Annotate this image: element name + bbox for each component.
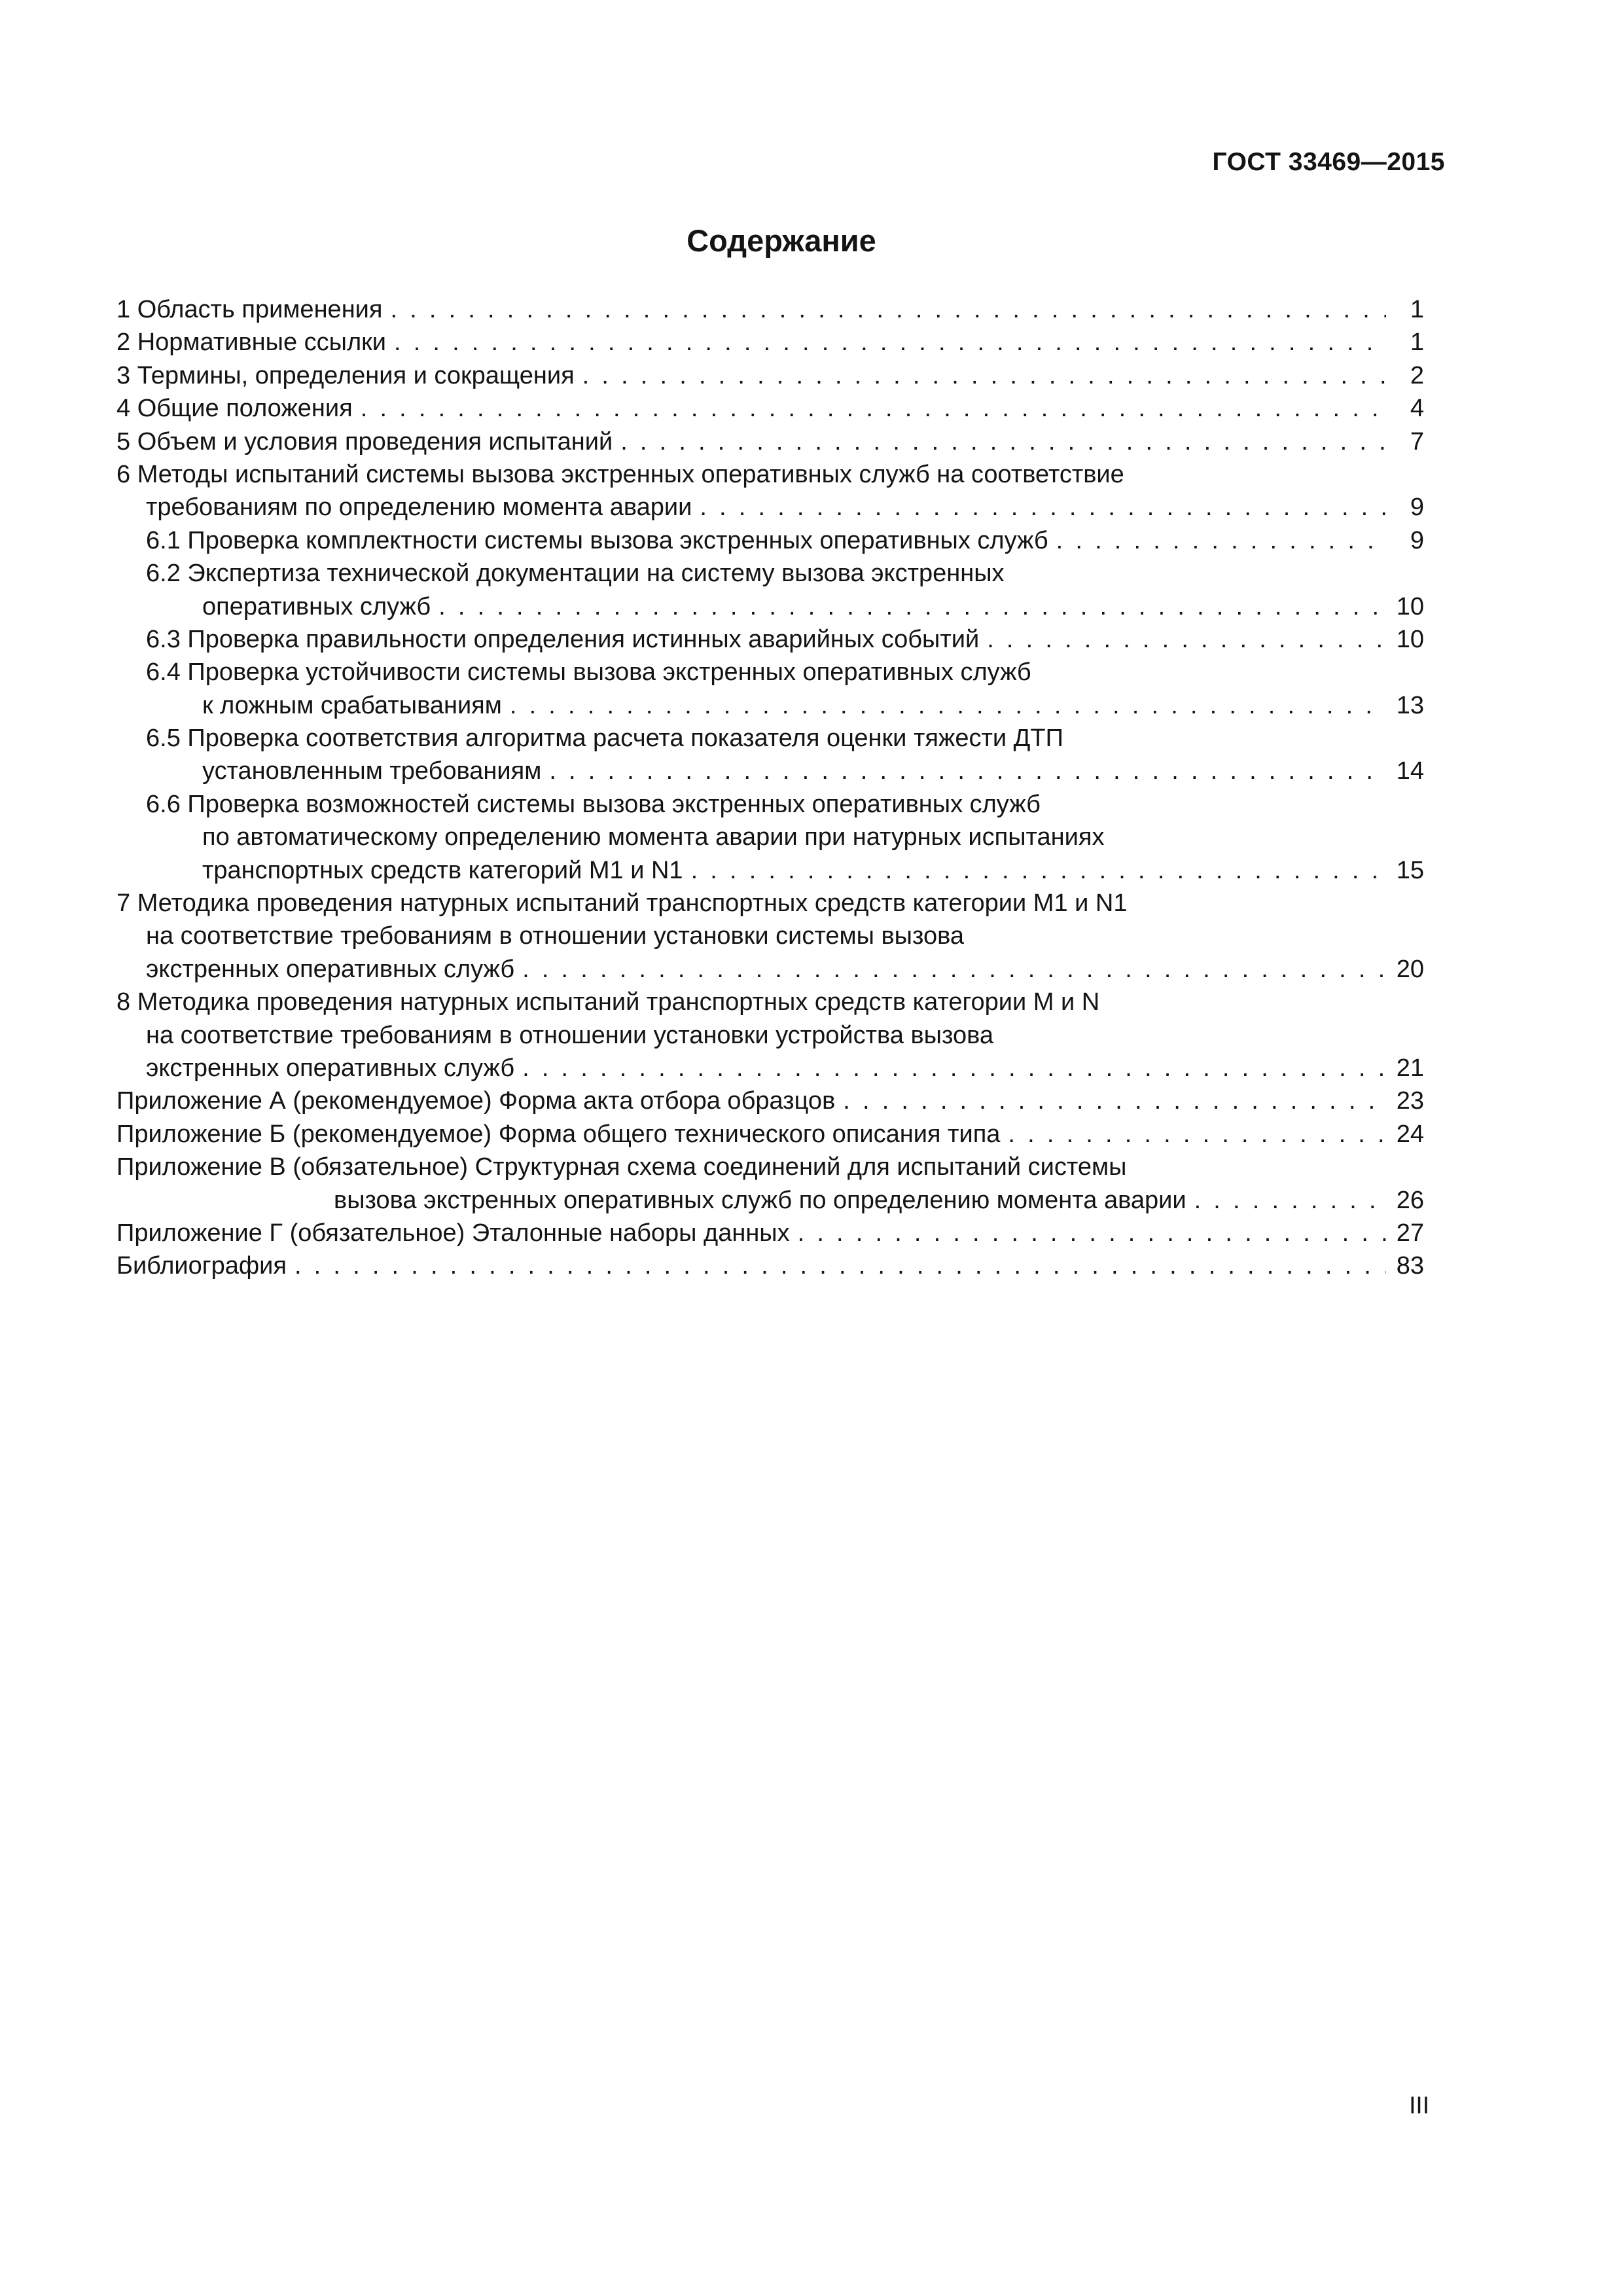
toc-title: Содержание (687, 223, 876, 258)
toc-entry-text: экстренных оперативных служб (146, 1054, 515, 1082)
toc-entry-appendix-v-line-1 (116, 1151, 1424, 1183)
toc-page-number: 10 (1396, 625, 1424, 653)
toc-entry-text: 7 Методика проведения натурных испытаний транспортных средств категории М1 и N1 (116, 889, 1128, 918)
toc-entry-text: оперативных служб (202, 592, 431, 620)
toc-page-number: 2 (1410, 361, 1424, 389)
toc-page-number: 21 (1396, 1054, 1424, 1082)
toc-entry-text: 6.3 Проверка правильности определения истинных аварийных событий (146, 625, 980, 653)
dot-leader (386, 326, 1386, 359)
dot-leader (979, 623, 1386, 656)
toc-entry-text: 6.1 Проверка комплектности системы вызова экстренных оперативных служб (146, 526, 1048, 554)
toc-entry-appendix-b (116, 1118, 1424, 1151)
toc-entry-8 (116, 1052, 1424, 1085)
toc-entry-text: 8 Методика проведения натурных испытаний транспортных средств категории М и N (116, 988, 1100, 1016)
dot-leader (514, 1052, 1386, 1085)
toc-entry-7-line-2 (116, 920, 1424, 952)
toc-entry-text: Приложение А (рекомендуемое) Форма акта отбора образцов (116, 1087, 836, 1115)
toc-entry-text: к ложным срабатываниям (202, 691, 502, 719)
dot-leader (1186, 1184, 1386, 1217)
toc-entry-appendix-v (116, 1184, 1424, 1217)
toc-page-number: 9 (1410, 526, 1424, 554)
toc-entry-text: 6.4 Проверка устойчивости системы вызова экстренных оперативных служб (146, 658, 1031, 687)
toc-entry-6-6-line-1 (116, 788, 1424, 821)
toc-entry-6 (116, 491, 1424, 524)
toc-page-number: 27 (1396, 1219, 1424, 1247)
toc-entry-8-line-1 (116, 986, 1424, 1018)
toc-entry-6-5-line-1 (116, 722, 1424, 755)
toc-entry-text: вызова экстренных оперативных служб по определению момента аварии (334, 1186, 1186, 1214)
toc-entry-6-4 (116, 689, 1424, 722)
toc-entry-text: 6.5 Проверка соответствия алгоритма расчета показателя оценки тяжести ДТП (146, 725, 1063, 753)
dot-leader (613, 425, 1386, 458)
toc-entry-appendix-a (116, 1085, 1424, 1117)
toc-entry-appendix-g (116, 1217, 1424, 1249)
toc-entry-bibliography (116, 1249, 1424, 1282)
toc-page-number: 15 (1396, 856, 1424, 884)
toc-page-number: 24 (1396, 1120, 1424, 1148)
dot-leader (835, 1085, 1386, 1117)
toc-entry-text: Библиография (116, 1252, 287, 1280)
toc-entry-text: на соответствие требованиям в отношении установки системы вызова (146, 922, 965, 950)
toc-page-number: 7 (1410, 427, 1424, 456)
dot-leader (353, 392, 1386, 425)
toc-page-number: 9 (1410, 493, 1424, 522)
toc-entry-6-1 (116, 524, 1424, 557)
toc-page-number: 26 (1396, 1186, 1424, 1214)
toc-entry-6-2 (116, 590, 1424, 623)
toc-entry-6-2-line-1 (116, 557, 1424, 590)
toc-entry-text: 2 Нормативные ссылки (116, 329, 386, 357)
toc-entry-text: 1 Область применения (116, 296, 383, 323)
toc-page-number: 14 (1396, 757, 1424, 785)
dot-leader (502, 689, 1386, 722)
toc-entry-text: Приложение Б (рекомендуемое) Форма общего технического описания типа (116, 1120, 1001, 1148)
toc-entry-text: Приложение В (обязательное) Структурная схема соединений для испытаний системы (116, 1153, 1127, 1181)
toc-entry-text: 5 Объем и условия проведения испытаний (116, 427, 613, 456)
toc-entry-4 (116, 392, 1424, 425)
dot-leader (692, 491, 1386, 524)
dot-leader (575, 359, 1386, 392)
toc-entry-5 (116, 425, 1424, 458)
dot-leader (541, 755, 1386, 787)
toc-entry-2 (116, 326, 1424, 359)
toc-entry-text: транспортных средств категорий М1 и N1 (202, 856, 683, 884)
toc-page-number: 20 (1396, 955, 1424, 983)
toc-entry-6-3 (116, 623, 1424, 656)
toc-page-number: 23 (1396, 1087, 1424, 1115)
toc-entry-text: 6.2 Экспертиза технической документации на систему вызова экстренных (146, 560, 1005, 588)
page-number: III (1409, 2092, 1429, 2119)
toc-entry-text: установленным требованиям (202, 757, 542, 785)
document-code: ГОСТ 33469—2015 (1212, 148, 1445, 176)
toc-page-number: 1 (1410, 296, 1424, 323)
toc-page-number: 1 (1410, 329, 1424, 357)
table-of-contents (116, 293, 1424, 1283)
dot-leader (431, 590, 1386, 623)
toc-page-number: 13 (1396, 691, 1424, 719)
toc-entry-7 (116, 953, 1424, 986)
toc-page-number: 4 (1410, 395, 1424, 423)
dot-leader (514, 953, 1386, 986)
toc-entry-6-line-1 (116, 458, 1424, 491)
toc-entry-6-6-line-2 (116, 821, 1424, 853)
toc-entry-text: Приложение Г (обязательное) Эталонные наборы данных (116, 1219, 790, 1247)
toc-entry-1 (116, 293, 1424, 326)
dot-leader (683, 854, 1386, 887)
toc-entry-6-6 (116, 854, 1424, 887)
toc-entry-7-line-1 (116, 887, 1424, 920)
toc-entry-text: на соответствие требованиям в отношении установки устройства вызова (146, 1021, 994, 1049)
dot-leader (1000, 1118, 1386, 1151)
toc-entry-text: по автоматическому определению момента аварии при натурных испытаниях (202, 823, 1105, 852)
toc-page-number: 10 (1396, 592, 1424, 620)
dot-leader (287, 1249, 1386, 1282)
toc-entry-8-line-2 (116, 1019, 1424, 1052)
toc-entry-text: 4 Общие положения (116, 395, 353, 423)
toc-entry-6-4-line-1 (116, 656, 1424, 689)
dot-leader (382, 293, 1386, 326)
dot-leader (1048, 524, 1386, 557)
toc-entry-3 (116, 359, 1424, 392)
toc-entry-text: 6.6 Проверка возможностей системы вызова экстренных оперативных служб (146, 790, 1041, 818)
toc-entry-text: экстренных оперативных служб (146, 955, 515, 983)
dot-leader (790, 1217, 1386, 1249)
toc-entry-text: 3 Термины, определения и сокращения (116, 361, 575, 389)
toc-entry-6-5 (116, 755, 1424, 787)
toc-entry-text: требованиям по определению момента аварии (146, 493, 692, 522)
toc-page-number: 83 (1396, 1252, 1424, 1280)
toc-entry-text: 6 Методы испытаний системы вызова экстренных оперативных служб на соответствие (116, 460, 1124, 488)
